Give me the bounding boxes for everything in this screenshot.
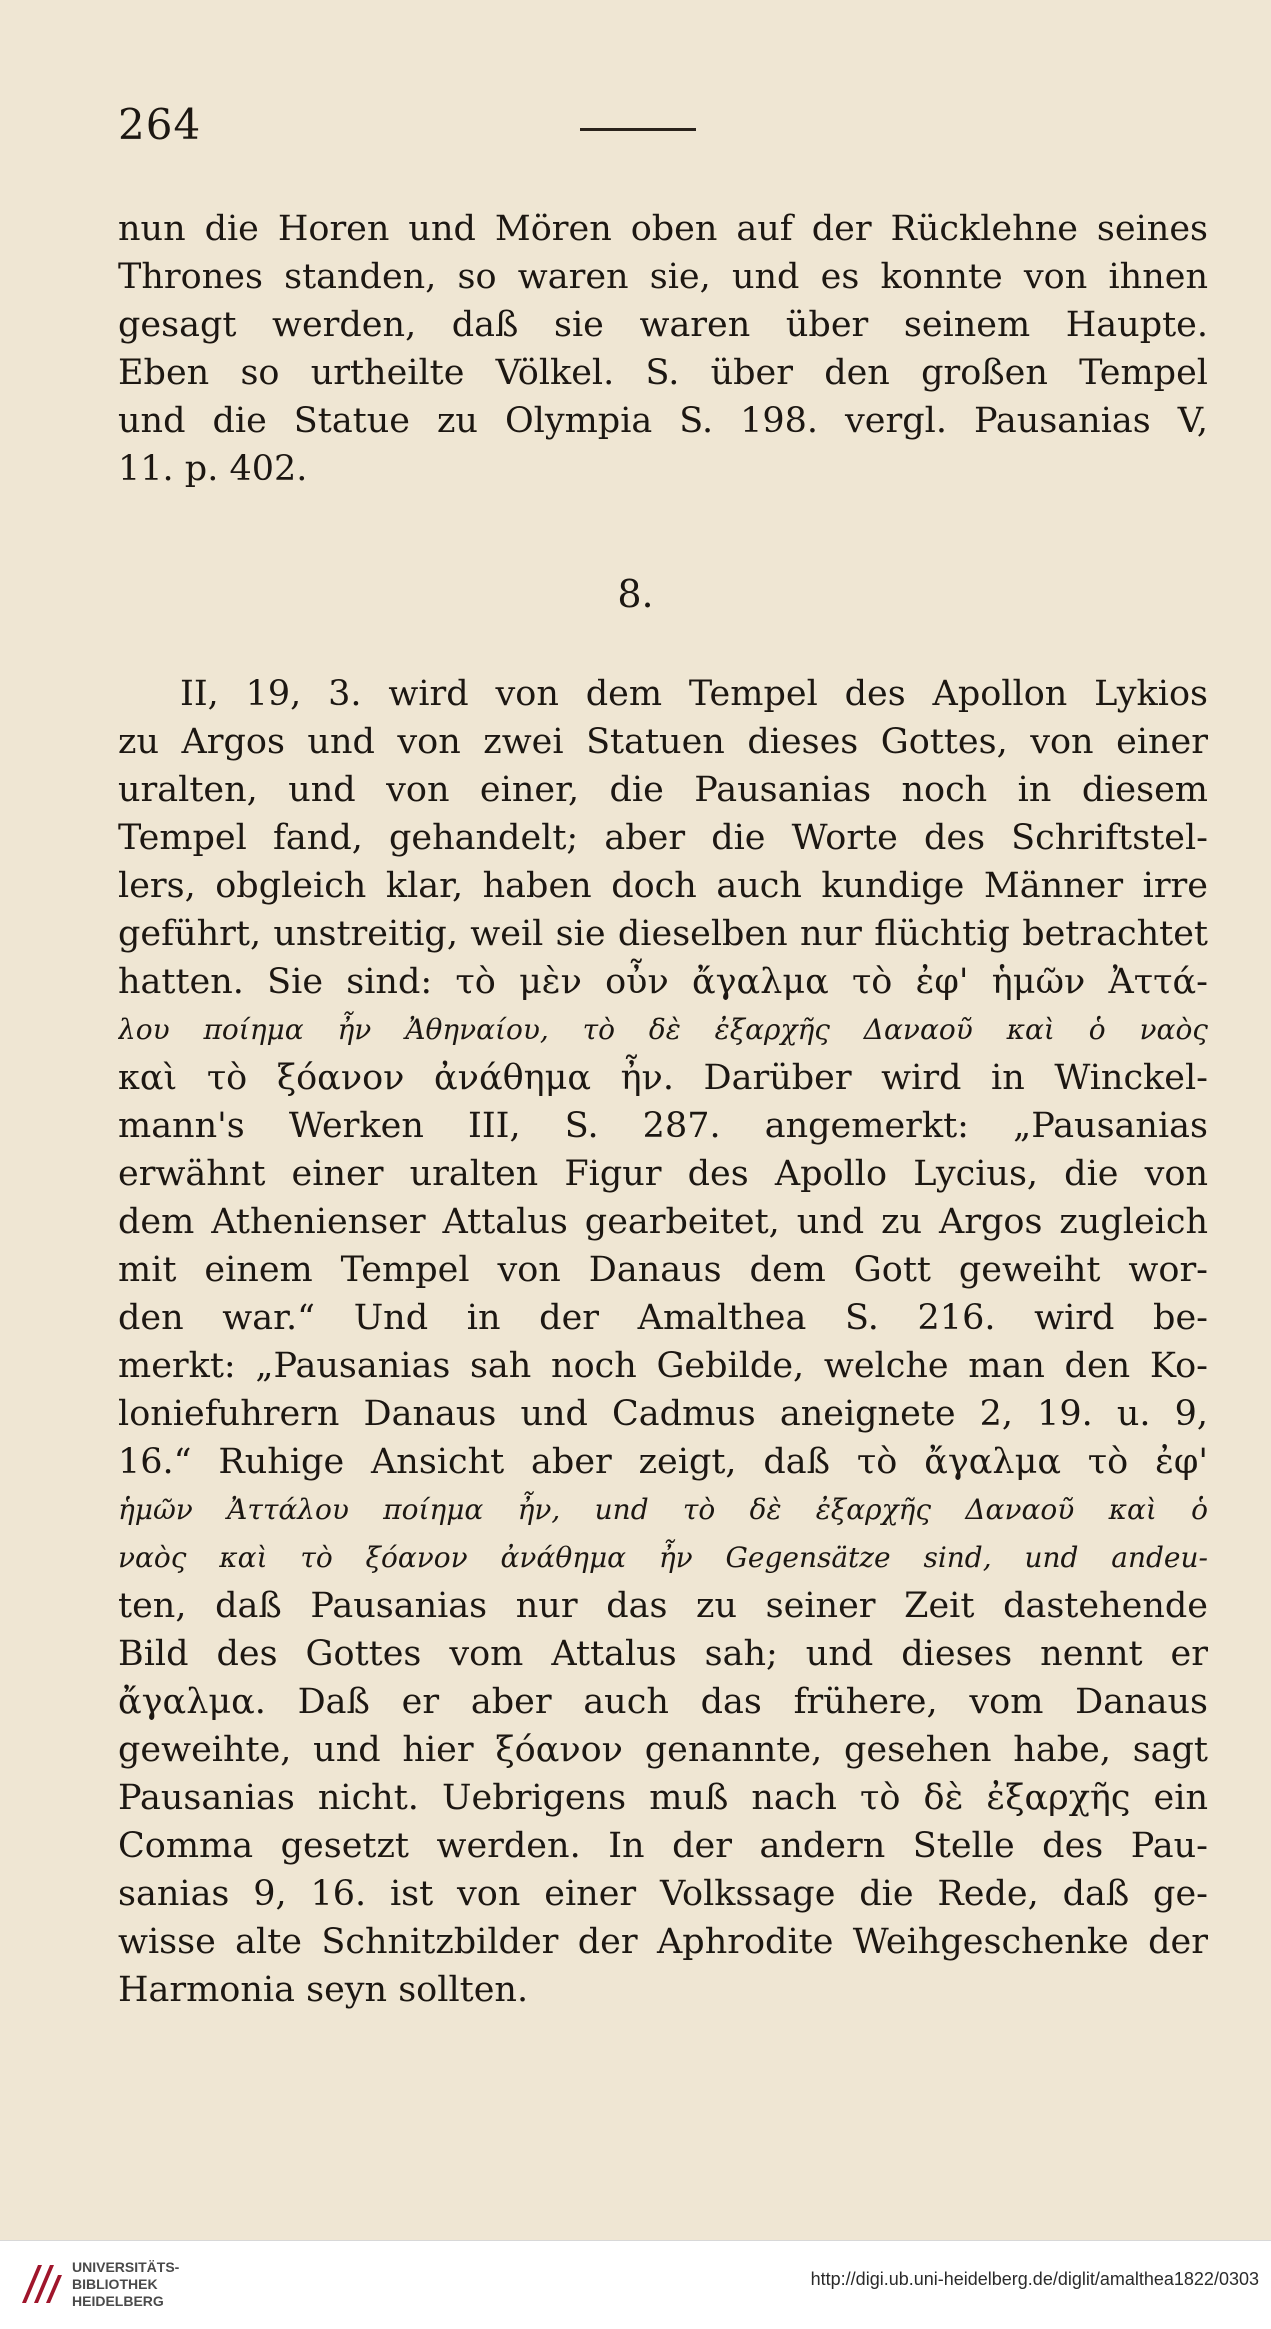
text-line: wisse alte Schnitzbilder der Aphrodite Weihgeschenke der xyxy=(118,1922,1208,1962)
text-line: Comma gesetzt werden. In der andern Stelle des Pau- xyxy=(118,1826,1208,1866)
greek-text-line: ναὸς καὶ τὸ ξόανον ἀνάθημα ἦν Gegensätze sind, und andeu- xyxy=(118,1541,1208,1574)
text-line: Bild des Gottes vom Attalus sah; und dieses nennt er xyxy=(118,1634,1208,1674)
text-line: II, 19, 3. wird von dem Tempel des Apollon Lykios xyxy=(180,674,1208,714)
institution-name xyxy=(72,2259,179,2310)
text-line: mann's Werken III, S. 287. angemerkt: „Pausanias xyxy=(118,1106,1208,1146)
text-line: uralten, und von einer, die Pausanias noch in diesem xyxy=(118,770,1208,810)
text-line: merkt: „Pausanias sah noch Gebilde, welche man den Ko- xyxy=(118,1346,1208,1386)
text-line: gesagt werden, daß sie waren über seinem Haupte. xyxy=(118,305,1208,345)
text-line: καὶ τὸ ξόανον ἀνάθημα ἦν. Darüber wird in Winckel- xyxy=(118,1058,1208,1098)
text-line: mit einem Tempel von Danaus dem Gott geweiht wor- xyxy=(118,1250,1208,1290)
text-line: ten, daß Pausanias nur das zu seiner Zeit dastehende xyxy=(118,1586,1208,1626)
text-line: geführt, unstreitig, weil sie dieselben nur flüchtig betrachtet xyxy=(118,914,1208,954)
text-line: zu Argos und von zwei Statuen dieses Gottes, von einer xyxy=(118,722,1208,762)
text-line: und die Statue zu Olympia S. 198. vergl. Pausanias V, xyxy=(118,401,1208,441)
text-line: nun die Horen und Mören oben auf der Rücklehne seines xyxy=(118,209,1208,249)
institution-line: UNIVERSITÄTS- xyxy=(72,2259,180,2275)
text-line: Tempel fand, gehandelt; aber die Worte des Schriftstel- xyxy=(118,818,1208,858)
text-line: sanias 9, 16. ist von einer Volkssage die Rede, daß ge- xyxy=(118,1874,1208,1914)
greek-text-line: ἡμῶν Ἀττάλου ποίημα ἦν, und τὸ δὲ ἐξαρχῆς Δαναοῦ καὶ ὁ xyxy=(118,1493,1208,1526)
text-line: den war.“ Und in der Amalthea S. 216. wird be- xyxy=(118,1298,1208,1338)
institution-line: HEIDELBERG xyxy=(72,2293,164,2309)
paragraph-1 xyxy=(118,205,1208,493)
text-line: 16.“ Ruhige Ansicht aber zeigt, daß τὸ ἄγαλμα τὸ ἐφ' xyxy=(118,1442,1208,1482)
text-line: lers, obgleich klar, haben doch auch kundige Männer irre xyxy=(118,866,1208,906)
text-line: 11. p. 402. xyxy=(118,449,308,489)
text-line: loniefuhrern Danaus und Cadmus aneignete 2, 19. u. 9, xyxy=(118,1394,1208,1434)
text-line: geweihte, und hier ξόανον genannte, gesehen habe, sagt xyxy=(118,1730,1208,1770)
source-url-link[interactable]: http://digi.ub.uni-heidelberg.de/diglit/amalthea1822/0303 xyxy=(810,2269,1259,2289)
paragraph-2 xyxy=(118,670,1208,2014)
greek-text-line: λου ποίημα ἦν Ἀθηναίου, τὸ δὲ ἐξαρχῆς Δαναοῦ καὶ ὁ ναὸς xyxy=(118,1013,1208,1046)
section-number: 8. xyxy=(617,572,654,616)
header-rule xyxy=(580,128,696,131)
text-line: Eben so urtheilte Völkel. S. über den großen Tempel xyxy=(118,353,1208,393)
text-line: hatten. Sie sind: τὸ μὲν οὖν ἄγαλμα τὸ ἐφ' ἡμῶν Ἀττά- xyxy=(118,962,1208,1002)
text-line: ἄγαλμα. Daß er aber auch das frühere, vom Danaus xyxy=(118,1682,1208,1722)
university-logo-icon xyxy=(14,2259,66,2311)
viewer-footer xyxy=(0,2240,1271,2329)
text-line: dem Athenienser Attalus gearbeitet, und zu Argos zugleich xyxy=(118,1202,1208,1242)
text-line: Pausanias nicht. Uebrigens muß nach τὸ δὲ ἐξαρχῆς ein xyxy=(118,1778,1208,1818)
text-line: erwähnt einer uralten Figur des Apollo Lycius, die von xyxy=(118,1154,1208,1194)
institution-line: BIBLIOTHEK xyxy=(72,2276,158,2292)
text-line: Thrones standen, so waren sie, und es konnte von ihnen xyxy=(118,257,1208,297)
page-number: 264 xyxy=(118,100,202,149)
text-line: Harmonia seyn sollten. xyxy=(118,1970,529,2010)
